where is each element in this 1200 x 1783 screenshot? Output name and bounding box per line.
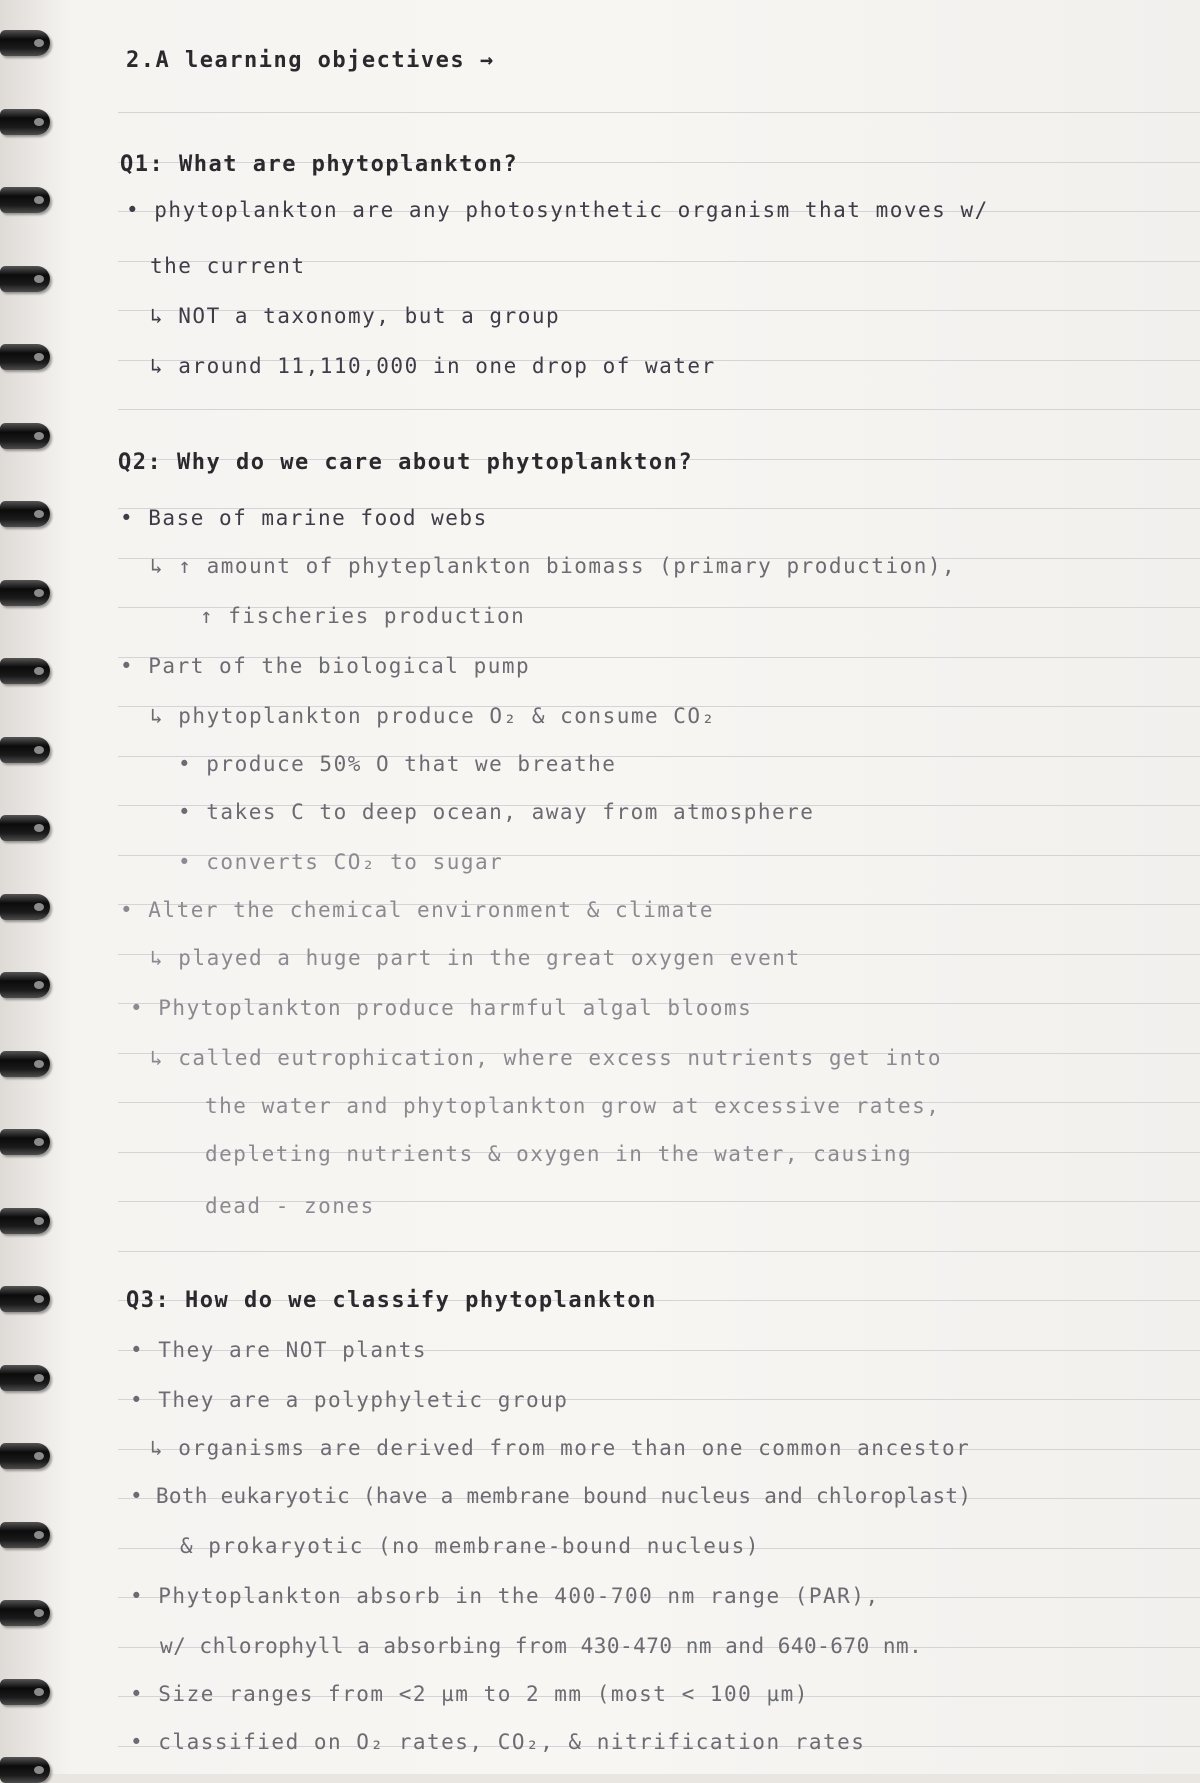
spiral-coil	[0, 423, 50, 449]
spiral-coil	[0, 580, 50, 606]
spiral-coil	[0, 187, 50, 213]
q1-line: ↳ NOT a taxonomy, but a group	[150, 304, 561, 328]
q2-line: ↳ called eutrophication, where excess nutrients get into	[150, 1046, 943, 1070]
q1-heading: Q1: What are phytoplankton?	[120, 152, 519, 177]
q2-line: dead - zones	[205, 1194, 375, 1218]
q1-line: ↳ around 11,110,000 in one drop of water	[150, 354, 716, 378]
ruled-line	[118, 1251, 1200, 1252]
q3-line: w/ chlorophyll a absorbing from 430-470 nm and 640-670 nm.	[160, 1634, 923, 1658]
q2-line: • takes C to deep ocean, away from atmosphere	[178, 800, 815, 824]
spiral-coil	[0, 344, 50, 370]
q3-line: • Phytoplankton absorb in the 400-700 nm range (PAR),	[130, 1584, 880, 1608]
q3-line: & prokaryotic (no membrane-bound nucleus)	[180, 1534, 760, 1558]
q3-line: • classified on O₂ rates, CO₂, & nitrification rates	[130, 1730, 866, 1754]
spiral-coil	[0, 30, 50, 56]
q2-line: ↳ ↑ amount of phyteplankton biomass (primary production),	[150, 554, 957, 578]
ruled-line	[118, 112, 1200, 113]
spiral-coil	[0, 1286, 50, 1312]
spiral-coil	[0, 737, 50, 763]
q2-line: ↳ played a huge part in the great oxygen event	[150, 946, 801, 970]
q2-heading: Q2: Why do we care about phytoplankton?	[118, 450, 694, 475]
spiral-coil	[0, 1600, 50, 1626]
q3-line: • Both eukaryotic (have a membrane bound nucleus and chloroplast)	[130, 1484, 972, 1508]
q3-line: ↳ organisms are derived from more than one common ancestor	[150, 1436, 971, 1460]
page-title: 2.A learning objectives →	[126, 48, 495, 73]
q2-line: the water and phytoplankton grow at excessive rates,	[205, 1094, 941, 1118]
q1-line: • phytoplankton are any photosynthetic organism that moves w/	[126, 198, 989, 222]
spiral-coil	[0, 1365, 50, 1391]
q2-line: • converts CO₂ to sugar	[178, 850, 504, 874]
spiral-coil	[0, 1051, 50, 1077]
spiral-coil	[0, 815, 50, 841]
q2-line: • Base of marine food webs	[120, 506, 488, 530]
spiral-coil	[0, 1522, 50, 1548]
q2-line: ↳ phytoplankton produce O₂ & consume CO₂	[150, 704, 716, 728]
q1-line: the current	[150, 254, 306, 278]
q3-line: • They are NOT plants	[130, 1338, 428, 1362]
spiral-coil	[0, 894, 50, 920]
spiral-coil	[0, 501, 50, 527]
spiral-coil	[0, 266, 50, 292]
spiral-coil	[0, 1443, 50, 1469]
q2-line: • Phytoplankton produce harmful algal blooms	[130, 996, 753, 1020]
q2-line: • Part of the biological pump	[120, 654, 531, 678]
q2-line: depleting nutrients & oxygen in the water, causing	[205, 1142, 913, 1166]
q3-line: • They are a polyphyletic group	[130, 1388, 569, 1412]
q3-line: • Size ranges from <2 µm to 2 mm (most < 100 µm)	[130, 1682, 809, 1706]
spiral-coil	[0, 109, 50, 135]
spiral-coil	[0, 972, 50, 998]
q3-heading: Q3: How do we classify phytoplankton	[126, 1288, 657, 1313]
spiral-coil	[0, 1679, 50, 1705]
spiral-coil	[0, 1208, 50, 1234]
q2-line: ↑ fischeries production	[200, 604, 526, 628]
q2-line: • Alter the chemical environment & climate	[120, 898, 715, 922]
spiral-coil	[0, 1757, 50, 1783]
ruled-line	[118, 409, 1200, 410]
spiral-coil	[0, 658, 50, 684]
spiral-coil	[0, 1129, 50, 1155]
q2-line: • produce 50% O that we breathe	[178, 752, 617, 776]
